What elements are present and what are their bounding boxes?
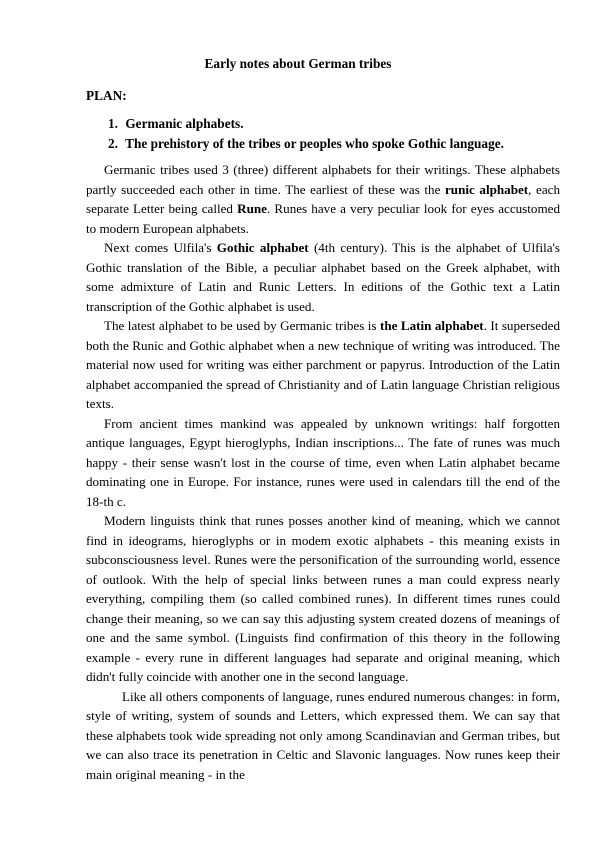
- plan-item-text: Germanic alphabets.: [125, 116, 244, 131]
- paragraph-text: (4th century). This is the alphabet of Ulfila's Gothic translation of the Bible, a peculiar alphabet based on the Greek alphabet, with some admixture of Latin and Runic Letters. In editions of the Gothic text a Latin transcription of the Gothic alphabet is used.: [86, 240, 560, 314]
- paragraph: [86, 687, 560, 785]
- bold-term: Rune: [237, 201, 267, 216]
- paragraph-text: Next comes Ulfila's: [104, 240, 217, 255]
- paragraph-text: Germanic tribes used 3 (three) different alphabets for their writings. These alphabets partly succeeded each other in time. The earliest of these was the: [86, 162, 560, 197]
- paragraph-text: . Runes have a very peculiar look for eyes accustomed to modern European alphabets.: [86, 201, 561, 236]
- paragraph-text: , each separate Letter being called: [86, 181, 560, 216]
- paragraph-text: Modern linguists think that runes posses another kind of meaning, which we cannot find in ideograms, hieroglyphs or in modem exotic alphabets - this meaning exists in subconsciousness level. Runes were the personification of the surrounding world, essence of outlook. With the help of special links between runes a man could express nearly everything, compiling them (so called combined runes). In different times runes could change their meaning, so we can say this adjusting system created dozens of meanings of one and the same symbol. (Linguists find confirmation of this theory in the following example - every rune in different languages had separate and original meaning, which didn't fully coincide with another one in the second language.: [86, 513, 560, 684]
- paragraph-text: From ancient times mankind was appealed by unknown writings: half forgotten antique languages, Egypt hieroglyphs, Indian inscriptions... The fate of runes was much happy - their sense wasn't lost in the course of time, even when Latin alphabet became dominating one in Europe. For instance, runes were used in calendars till the end of the 18-th c.: [86, 415, 560, 509]
- plan-heading: PLAN:: [86, 88, 127, 103]
- bold-term: the Latin alphabet: [379, 318, 484, 333]
- plan-item-number: 2.: [108, 136, 118, 151]
- paragraph: [86, 511, 560, 687]
- paragraph: [86, 414, 560, 512]
- paragraph-text: Like all others components of language, runes endured numerous changes: in form, style of writing, system of sounds and Letters, which expressed them. We can say that these alphabets took wide spreading not only among Scandinavian and German tribes, but we can also trace its penetration in Celtic and Slavonic languages. Now runes keep their main original meaning - in the: [86, 688, 560, 782]
- paragraph-text: The latest alphabet to be used by Germanic tribes is: [104, 318, 380, 333]
- paragraph: [86, 238, 560, 316]
- plan-item: [108, 134, 504, 154]
- paragraph: [86, 316, 560, 414]
- paragraph-text: . It superseded both the Runic and Gothic alphabet when a new technique of writing was introduced. The material now used for writing was either parchment or papyrus. Introduction of the Latin alphabet accompanied the spread of Christianity and of Latin language Christian religious texts.: [86, 318, 560, 411]
- body-text: [86, 160, 560, 784]
- plan-item-text: The prehistory of the tribes or peoples who spoke Gothic language.: [125, 136, 504, 151]
- bold-term: Gothic alphabet: [216, 240, 309, 255]
- plan-item-number: 1.: [108, 116, 118, 131]
- paragraph: [86, 160, 560, 238]
- document-title: Early notes about German tribes: [204, 56, 392, 71]
- bold-term: runic alphabet: [445, 181, 529, 197]
- plan-list: [108, 114, 504, 154]
- plan-item: [108, 114, 504, 134]
